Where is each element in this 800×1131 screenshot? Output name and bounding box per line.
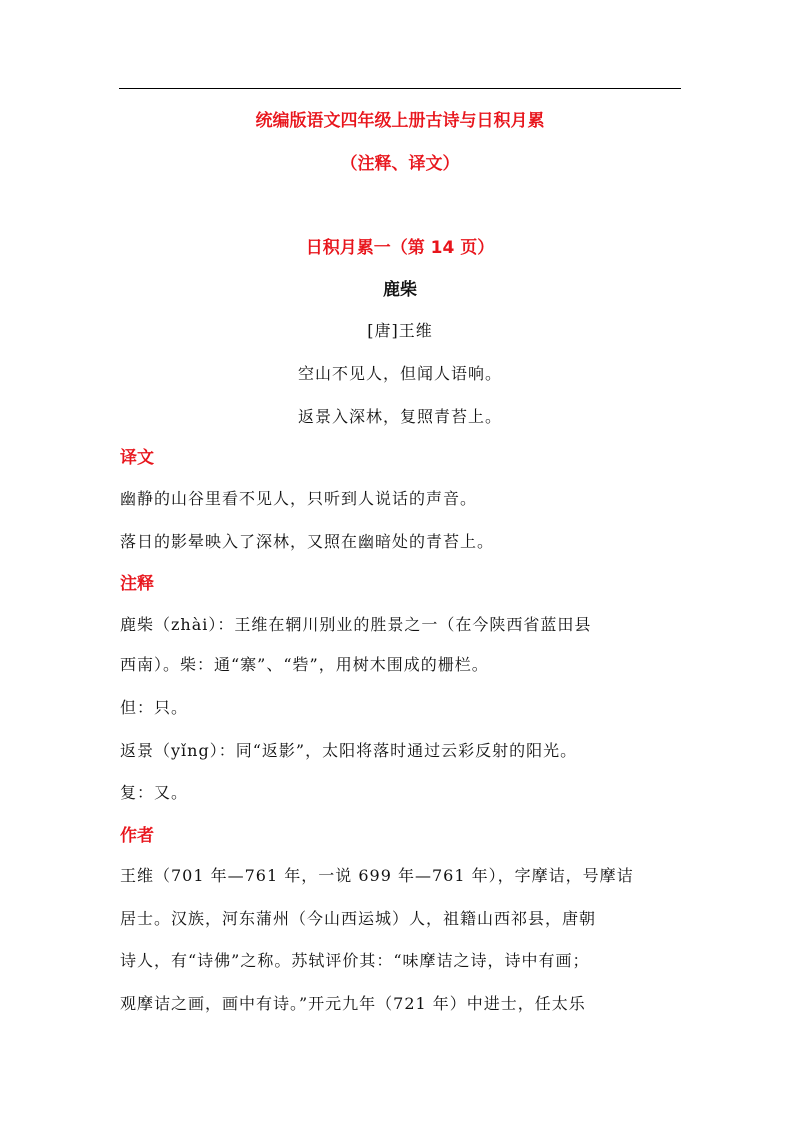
translation-line: 幽静的山谷里看不见人，只听到人说话的声音。	[120, 489, 478, 508]
note-line: 西南）。柴：通“寨”、“砦”，用树木围成的栅栏。	[120, 655, 489, 674]
poem-line: 返景入深林，复照青苔上。	[297, 407, 502, 426]
notes-heading: 注释	[120, 574, 154, 594]
note-line: 但：只。	[120, 698, 189, 717]
author-line: 王维（701 年—761 年，一说 699 年—761 年），字摩诘，号摩诘	[120, 866, 634, 885]
translation-heading: 译文	[120, 448, 154, 468]
author-heading: 作者	[120, 826, 154, 846]
author-line: 观摩诘之画，画中有诗。”开元九年（721 年）中进士，任太乐	[120, 994, 586, 1013]
header-rule	[119, 88, 681, 89]
author-line: 居士。汉族，河东蒲州（今山西运城）人，祖籍山西祁县，唐朝	[120, 909, 597, 928]
note-line: 复：又。	[120, 783, 189, 802]
author-line: 诗人，有“诗佛”之称。苏轼评价其：“味摩诘之诗，诗中有画；	[120, 951, 590, 970]
poem-title: 鹿柴	[383, 280, 417, 300]
document-subtitle: （注释、译文）	[340, 154, 460, 174]
poem-author: [唐]王维	[367, 321, 433, 340]
translation-line: 落日的影晕映入了深林，又照在幽暗处的青苔上。	[120, 532, 495, 551]
note-line: 返景（yǐng）：同“返影”，太阳将落时通过云彩反射的阳光。	[120, 741, 578, 760]
note-line: 鹿柴（zhài）：王维在辋川别业的胜景之一（在今陕西省蓝田县	[120, 615, 592, 634]
section-title: 日积月累一（第 14 页）	[305, 238, 495, 258]
poem-line: 空山不见人，但闻人语响。	[297, 364, 502, 383]
document-title: 统编版语文四年级上册古诗与日积月累	[255, 111, 545, 131]
